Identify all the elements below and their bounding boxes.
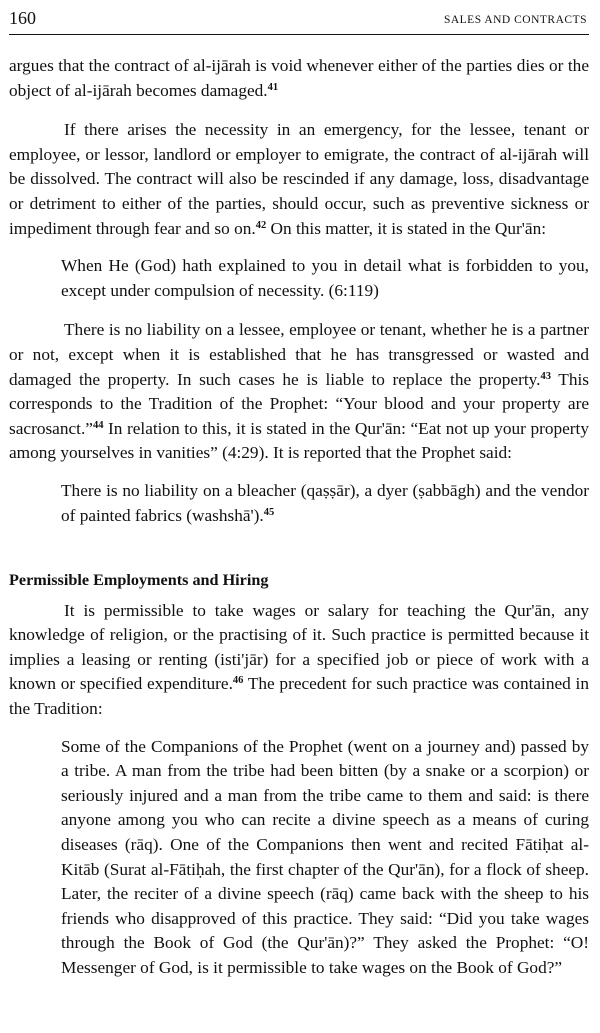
footnote-ref-41: 41 [267, 81, 279, 93]
page-body [9, 54, 589, 981]
footnote-ref-45: 45 [263, 506, 275, 518]
page-number: 160 [9, 8, 36, 28]
block-quote-hadith [61, 479, 589, 528]
footnote-ref-44: 44 [92, 419, 104, 431]
footnote-ref-46: 46 [232, 675, 244, 687]
quote-text: There is no liability on a bleacher (qaṣṣār), a dyer (ṣabbāgh) and the vendor of painted fabrics (washshā'). [61, 480, 589, 525]
block-quote-tradition: Some of the Companions of the Prophet (went on a journey and) passed by a tribe. A man from the tribe had been bitten (by a snake or a scorpion) or seriously injured and a man from the tribe came to them and said: is there anyone among you who can recite a divine speech as a means of curing diseases (rāq). One of the Companions then went and recited Fātiḥat al-Kitāb (Surat al-Fātiḥah, the first chapter of the Qur'ān), for a flock of sheep. Later, the reciter of a divine speech (rāq) came back with the sheep to his friends who disapproved of this practice. They said: “Did you take wages through the Book of God (the Qur'ān)?” They asked the Prophet: “O! Messenger of God, is it permissible to take wages on the Book of God?” [61, 736, 589, 977]
paragraph-continued [9, 54, 589, 103]
paragraph-text: The precedent for such practice was contained in the Tradition: [9, 674, 589, 719]
paragraph-emergency [9, 118, 589, 241]
paragraph-text: argues that the contract of al-ijārah is void whenever either of the parties dies or the object of al-ijārah becomes damaged. [9, 56, 589, 100]
paragraph-text: There is no liability on a lessee, employee or tenant, whether he is a partner or not, except when it is established that he has transgressed or wasted and damaged the property. In such cases he is liable to replace the property. [9, 320, 589, 389]
paragraph-text: If there arises the necessity in an emergency, for the lessee, tenant or employee, or lessor, landlord or employer to emigrate, the contract of al-ijārah will be dissolved. The contract will also be rescinded if any damage, loss, disadvantage or detriment to either of the parties, should occur, such as preventive sickness or impediment through fear and so on. [9, 120, 589, 238]
paragraph-text: It is permissible to take wages or salary for teaching the Qur'ān, any knowledge of religion, or the practising of it. Such practice is permitted because it implies a leasing or renting (isti'jār) for a specified job or piece of work with a known or specified expenditure. [9, 600, 589, 694]
footnote-ref-43: 43 [540, 370, 551, 382]
paragraph-liability [9, 318, 589, 466]
footnote-ref-42: 42 [255, 219, 267, 231]
block-quote-quran: When He (God) hath explained to you in detail what is forbidden to you, except under compulsion of necessity. (6:119) [61, 256, 589, 300]
section-heading: Permissible Employments and Hiring [9, 571, 269, 590]
paragraph-text: This corresponds to the Tradition of the Prophet: “Your blood and your property are sacrosanct.” [9, 369, 590, 438]
running-title: SALES AND CONTRACTS [443, 14, 587, 26]
paragraph-wages [9, 599, 589, 722]
paragraph-text: In relation to this, it is stated in the Qur'ān: “Eat not up your property among yourselves in vanities” (4:29). It is reported that the Prophet said: [9, 418, 589, 463]
paragraph-text: On this matter, it is stated in the Qur'ān: [266, 218, 547, 238]
running-head [9, 0, 589, 35]
